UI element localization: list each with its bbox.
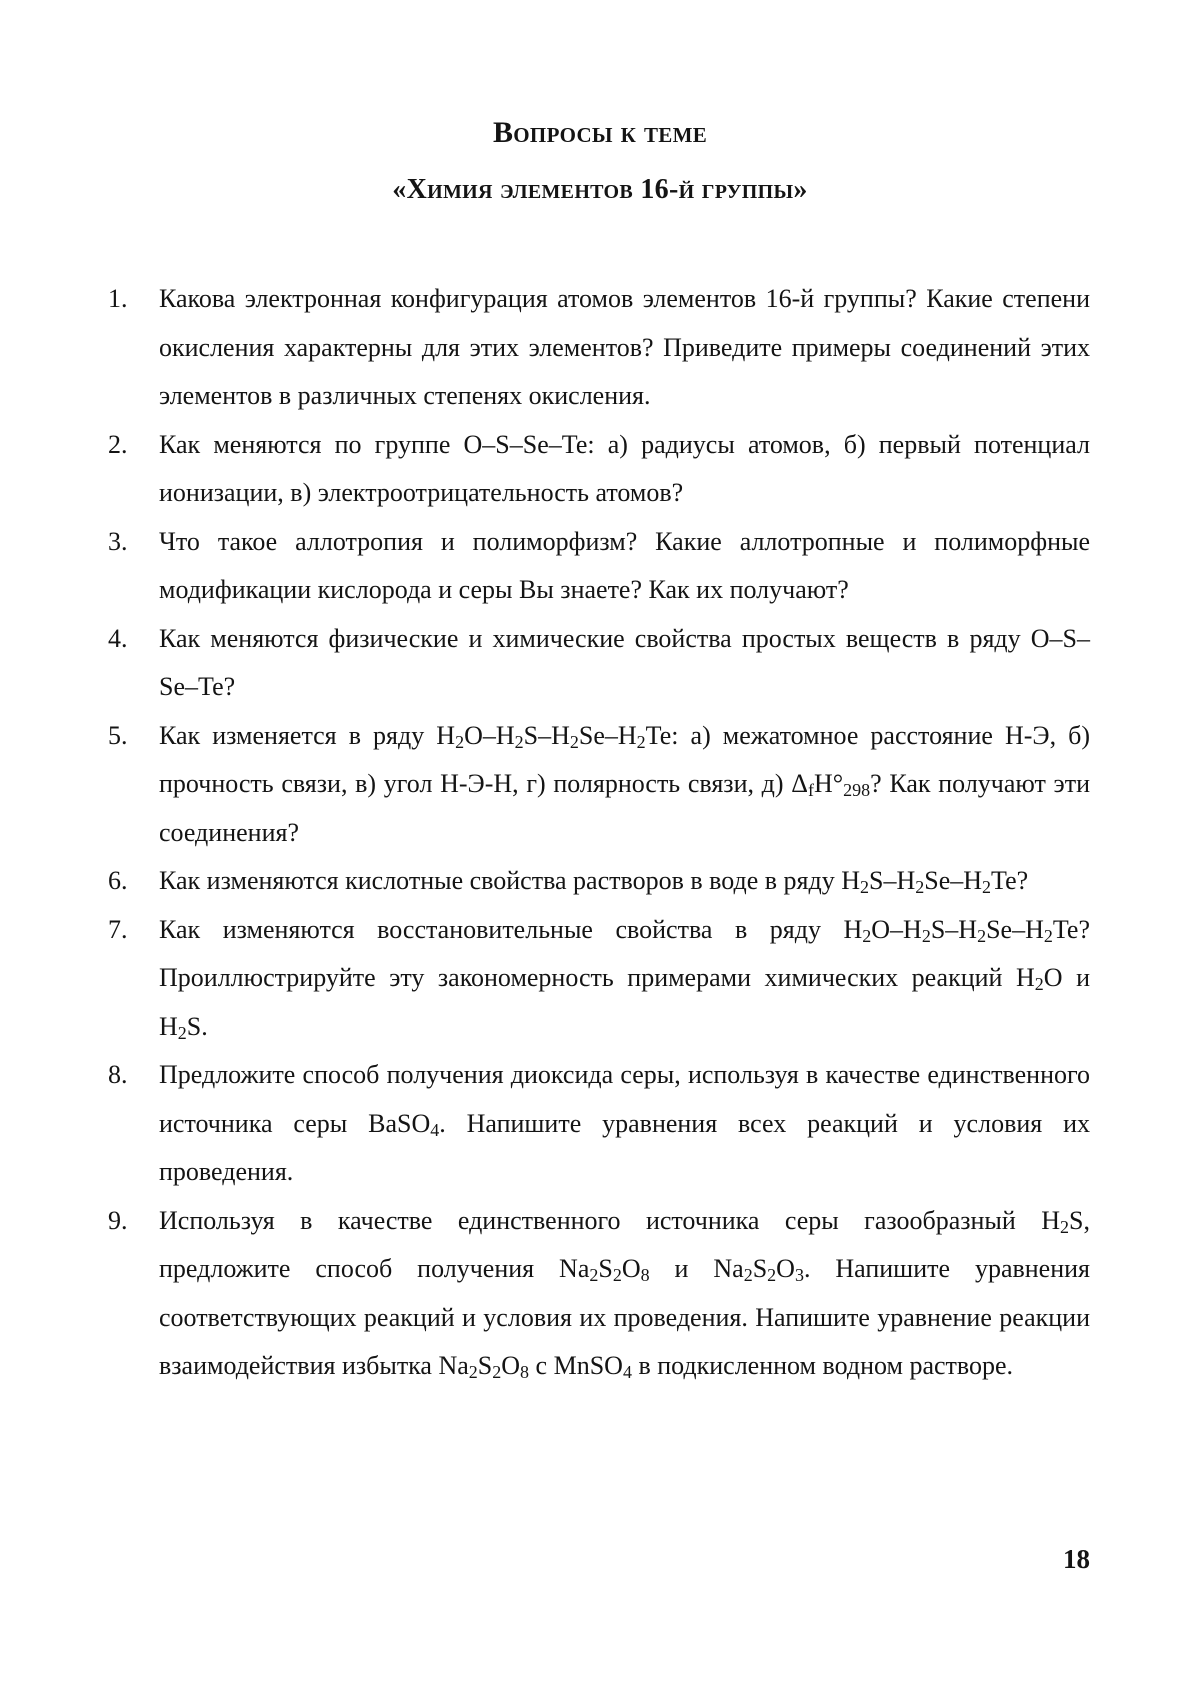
chemical-subscript: 3: [794, 1265, 804, 1285]
chemical-subscript: 2: [636, 731, 646, 752]
chemical-subscript: 2: [492, 1362, 502, 1382]
chemical-subscript: 2: [612, 1265, 622, 1285]
chemical-subscript: 2: [589, 1265, 599, 1285]
chemical-subscript: 2: [921, 925, 931, 946]
chemical-subscript: 2: [860, 877, 869, 897]
chemical-subscript: 4: [622, 1362, 632, 1382]
question-number: 6.: [108, 866, 128, 895]
question-text: Предложите способ получения диоксида серы, используя в качестве единственного источника серы BaSO$_4$. Напишите уравнения всех реакций и условия их проведения.: [159, 1060, 1091, 1186]
question-text: Как меняются физические и химические свойства простых веществ в ряду O–S–Se–Te?: [159, 623, 1090, 701]
chemical-subscript: 2: [1043, 925, 1053, 946]
question-text: Как изменяются восстановительные свойства в ряду $H_2O-H_2S-H_2Se-H_2Te$? Проиллюстрируйте эту закономерность примерами химических реакций $H_2O$ и $H_2S$.: [159, 914, 1090, 1043]
question-item: [108, 1197, 1090, 1391]
question-text: Как изменяются кислотные свойства растворов в воде в ряду $H_2S-H_2Se-H_2Te$?: [159, 866, 1029, 897]
chemical-subscript: 2: [982, 877, 992, 897]
chemical-subscript: 2: [1034, 974, 1044, 994]
question-text: Как изменяется в ряду $H_2O-H_2S-H_2Se-H_2Te$: а) межатомное расстояние Н-Э, б) прочность связи, в) угол Н-Э-Н, г) полярность связи, д) $\Delta_fH^\circ_{298}$? Как получают эти соединения?: [159, 720, 1091, 847]
chemical-subscript: 4: [430, 1119, 440, 1140]
question-text: Используя в качестве единственного источника серы газообразный $H_2S$, предложите способ получения $Na_2S_2O_8$ и $Na_2S_2O_3$. Напишите уравнения соответствующих реакций и условия их проведения. Напишите уравнение реакции взаимодействия избытка $Na_2S_2O_8$ с MnSO$_4$ в подкисленном водном растворе.: [159, 1205, 1090, 1382]
question-number: 1.: [108, 284, 128, 313]
question-item: [108, 615, 1090, 712]
chemical-subscript: 2: [569, 731, 579, 752]
chemical-subscript: 2: [977, 925, 987, 946]
page-number: 18: [1063, 1544, 1090, 1574]
question-number: 5.: [108, 720, 128, 750]
question-item: [108, 906, 1090, 1052]
chemical-subscript: 8: [520, 1362, 530, 1382]
question-item: [108, 275, 1090, 421]
question-text: Какова электронная конфигурация атомов элементов 16-й группы? Какие степени окисления характерны для этих элементов? Приведите примеры соединений этих элементов в различных степенях окисления.: [159, 284, 1090, 410]
chemical-subscript: 2: [862, 925, 872, 946]
chemical-subscript: 2: [915, 877, 925, 897]
question-item: [108, 518, 1090, 615]
chemical-subscript: f: [807, 780, 814, 800]
chemical-subscript: 2: [455, 731, 465, 752]
question-list: [108, 275, 1090, 1391]
page-subtitle: «Химия элементов 16-й группы»: [392, 174, 808, 205]
question-item: [108, 857, 1090, 906]
chemical-subscript: 2: [468, 1362, 478, 1382]
chemical-subscript: 2: [514, 731, 524, 752]
chemical-subscript: 2: [177, 1022, 187, 1043]
question-item: [108, 421, 1090, 518]
chemical-subscript: 2: [767, 1265, 777, 1285]
chemical-subscript: 2: [1060, 1216, 1070, 1237]
question-item: [108, 712, 1090, 858]
question-number: 8.: [108, 1060, 128, 1089]
question-number: 3.: [108, 526, 128, 556]
page-title: Вопросы к теме: [492, 116, 708, 149]
chemical-subscript: 8: [640, 1265, 650, 1285]
question-text: Как меняются по группе O–S–Se–Te: а) радиусы атомов, б) первый потенциал ионизации, в) электроотрицательность атомов?: [159, 429, 1090, 507]
question-text: Что такое аллотропия и полиморфизм? Какие аллотропные и полиморфные модификации кислорода и серы Вы знаете? Как их получают?: [159, 526, 1090, 604]
question-number: 4.: [108, 623, 128, 653]
question-number: 9.: [108, 1205, 128, 1235]
question-item: [108, 1051, 1090, 1197]
chemical-subscript: 298: [843, 780, 871, 800]
question-number: 7.: [108, 914, 128, 944]
question-number: 2.: [108, 429, 128, 459]
chemical-subscript: 2: [743, 1265, 753, 1285]
